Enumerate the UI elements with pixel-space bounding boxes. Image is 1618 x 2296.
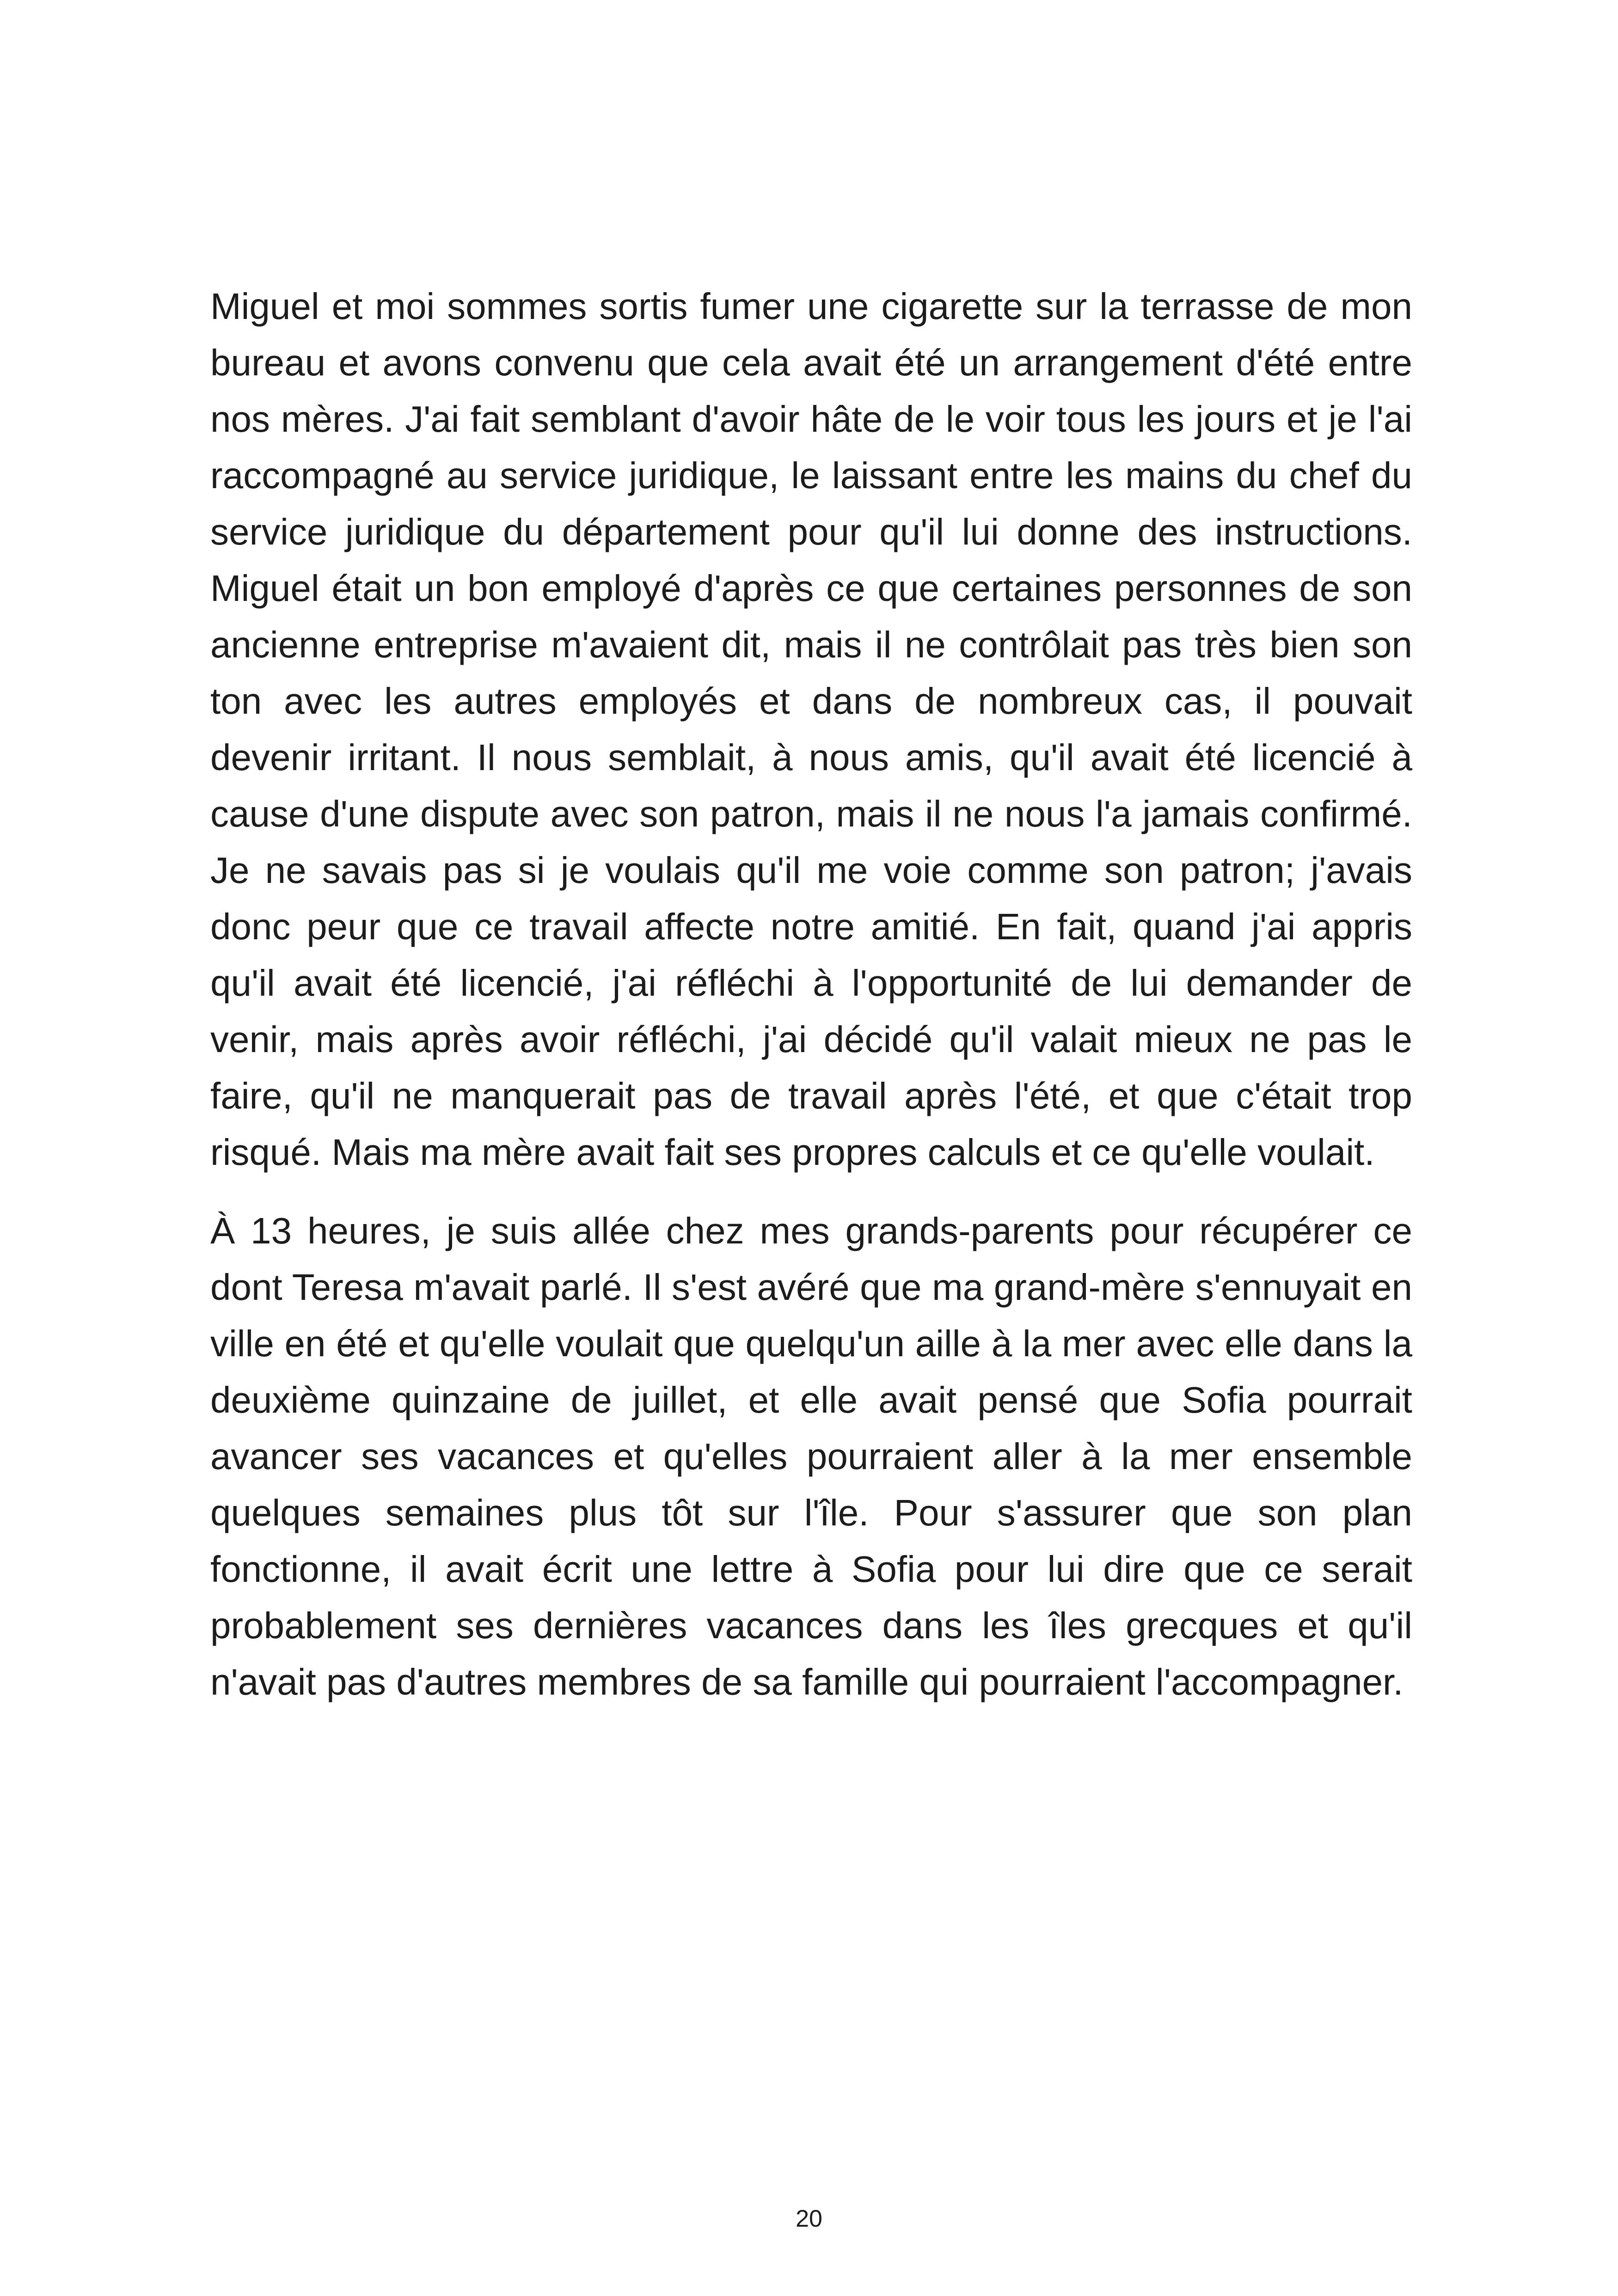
body-text: [210, 278, 1412, 1710]
paragraph-1: Miguel et moi sommes sortis fumer une cigarette sur la terrasse de mon bureau et avons convenu que cela avait été un arrangement d'été entre nos mères. J'ai fait semblant d'avoir hâte de le voir tous les jours et je l'ai raccompagné au service juridique, le laissant entre les mains du chef du service juridique du département pour qu'il lui donne des instructions. Miguel était un bon employé d'après ce que certaines personnes de son ancienne entreprise m'avaient dit, mais il ne contrôlait pas très bien son ton avec les autres employés et dans de nombreux cas, il pouvait devenir irritant. Il nous semblait, à nous amis, qu'il avait été licencié à cause d'une dispute avec son patron, mais il ne nous l'a jamais confirmé. Je ne savais pas si je voulais qu'il me voie comme son patron; j'avais donc peur que ce travail affecte notre amitié. En fait, quand j'ai appris qu'il avait été licencié, j'ai réfléchi à l'opportunité de lui demander de venir, mais après avoir réfléchi, j'ai décidé qu'il valait mieux ne pas le faire, qu'il ne manquerait pas de travail après l'été, et que c'était trop risqué. Mais ma mère avait fait ses propres calculs et ce qu'elle voulait.: [210, 286, 1412, 1173]
page-number: 20: [796, 2205, 822, 2232]
paragraph-2: À 13 heures, je suis allée chez mes grands-parents pour récupérer ce dont Teresa m'avait parlé. Il s'est avéré que ma grand-mère s'ennuyait en ville en été et qu'elle voulait que quelqu'un aille à la mer avec elle dans la deuxième quinzaine de juillet, et elle avait pensé que Sofia pourrait avancer ses vacances et qu'elles pourraient aller à la mer ensemble quelques semaines plus tôt sur l'île. Pour s'assurer que son plan fonctionne, il avait écrit une lettre à Sofia pour lui dire que ce serait probablement ses dernières vacances dans les îles grecques et qu'il n'avait pas d'autres membres de sa famille qui pourraient l'accompagner.: [210, 1210, 1412, 1702]
